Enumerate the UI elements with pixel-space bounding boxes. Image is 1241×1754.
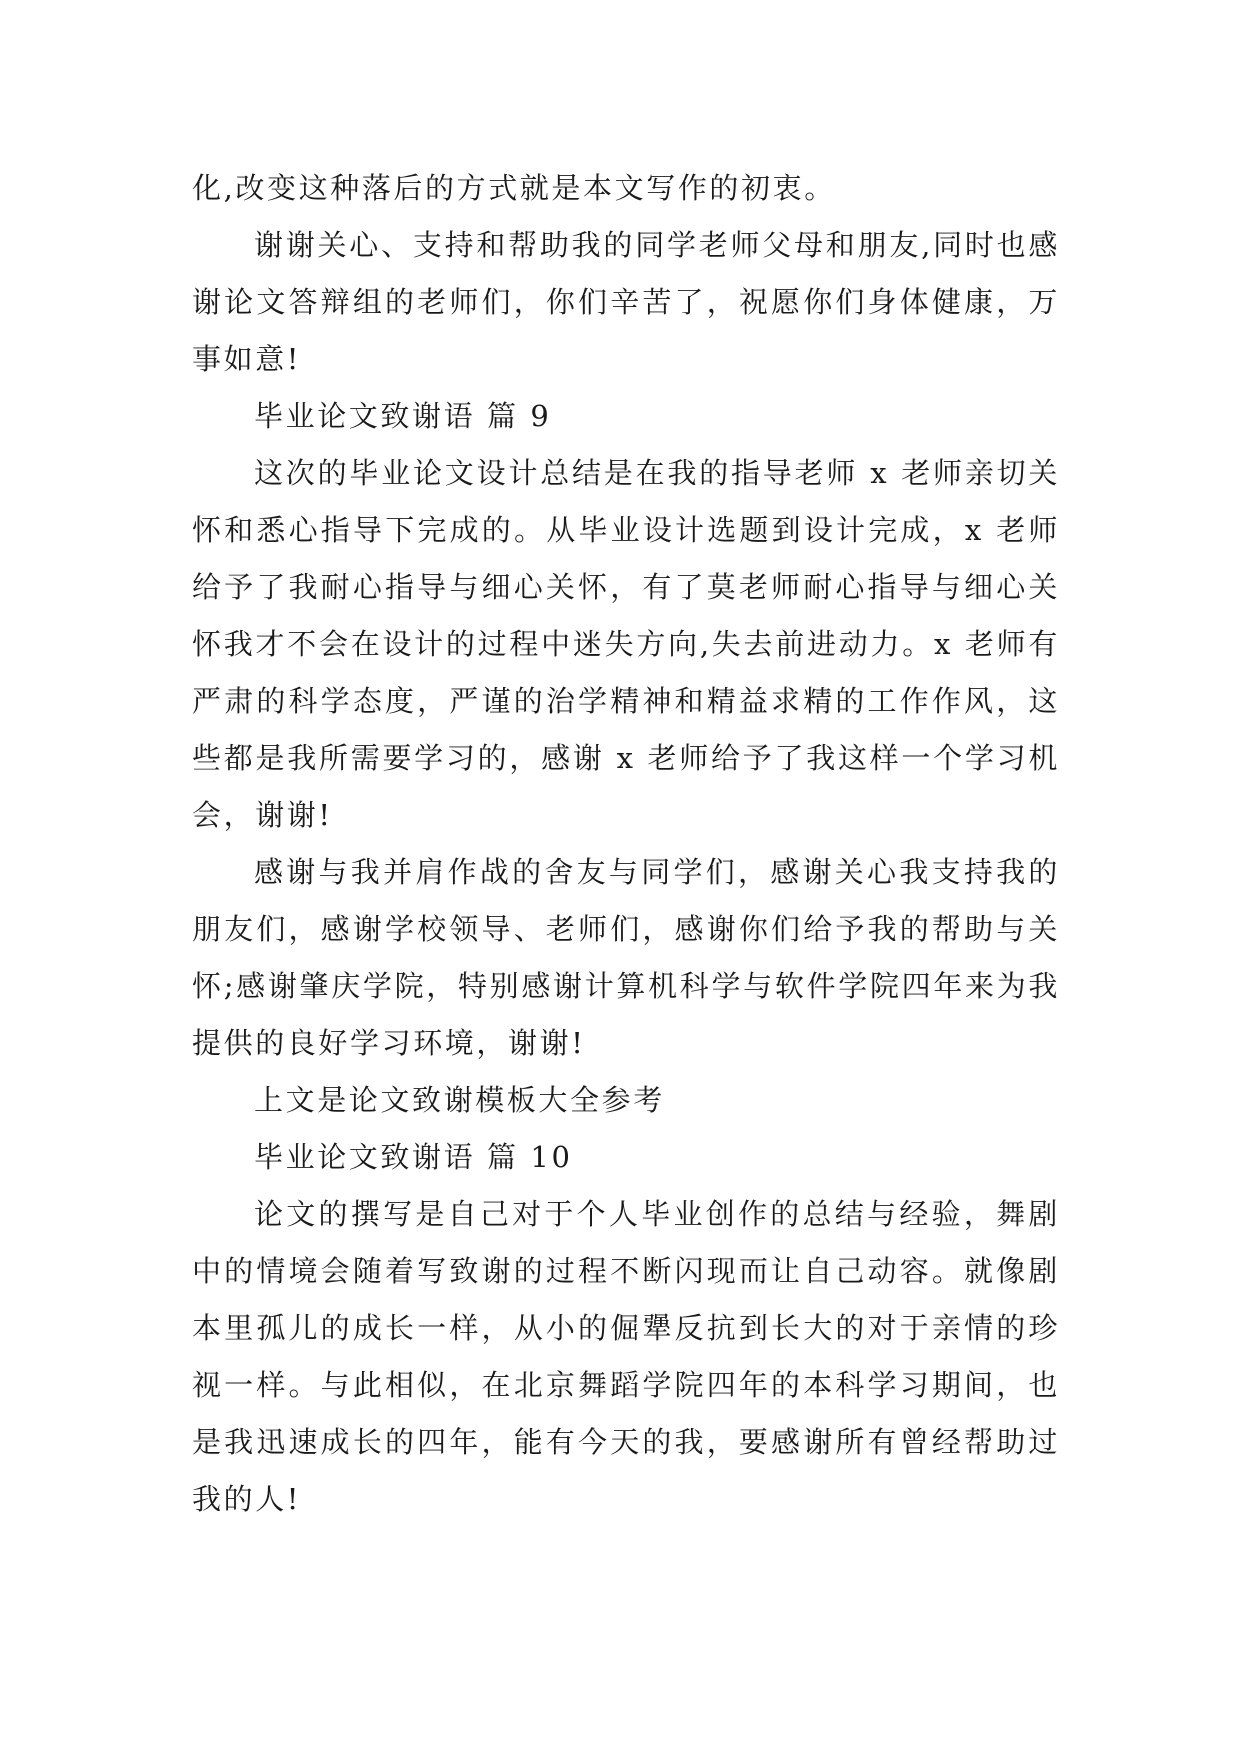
paragraph-continuation: 化,改变这种落后的方式就是本文写作的初衷。	[192, 171, 836, 205]
paragraph-thanks-classmates: 感谢与我并肩作战的舍友与同学们，感谢关心我支持我的朋友们，感谢学校领导、老师们，感谢你们给予我的帮助与关怀;感谢肇庆学院，特别感谢计算机科学与软件学院四年来为我提供的良好学习环境，谢谢!	[192, 855, 1060, 1060]
section-heading-10: 毕业论文致谢语 篇 10	[254, 1140, 573, 1174]
paragraph-thanks-advisor: 这次的毕业论文设计总结是在我的指导老师 x 老师亲切关怀和悉心指导下完成的。从毕业设计选题到设计完成，x 老师给予了我耐心指导与细心关怀，有了莫老师耐心指导与细心关怀我才不会在设计的过程中迷失方向,失去前进动力。x 老师有严肃的科学态度，严谨的治学精神和精益求精的工作作风，这些都是我所需要学习的，感谢 x 老师给予了我这样一个学习机会，谢谢!	[192, 456, 1060, 832]
paragraph-thesis-writing: 论文的撰写是自己对于个人毕业创作的总结与经验，舞剧中的情境会随着写致谢的过程不断闪现而让自己动容。就像剧本里孤儿的成长一样，从小的倔犟反抗到长大的对于亲情的珍视一样。与此相似，在北京舞蹈学院四年的本科学习期间，也是我迅速成长的四年，能有今天的我，要感谢所有曾经帮助过我的人!	[192, 1197, 1060, 1516]
reference-note: 上文是论文致谢模板大全参考	[254, 1083, 665, 1117]
paragraph-thanks-family: 谢谢关心、支持和帮助我的同学老师父母和朋友,同时也感谢论文答辩组的老师们，你们辛苦了，祝愿你们身体健康，万事如意!	[192, 228, 1060, 376]
section-heading-9: 毕业论文致谢语 篇 9	[254, 399, 552, 433]
document-body	[192, 160, 1060, 1528]
